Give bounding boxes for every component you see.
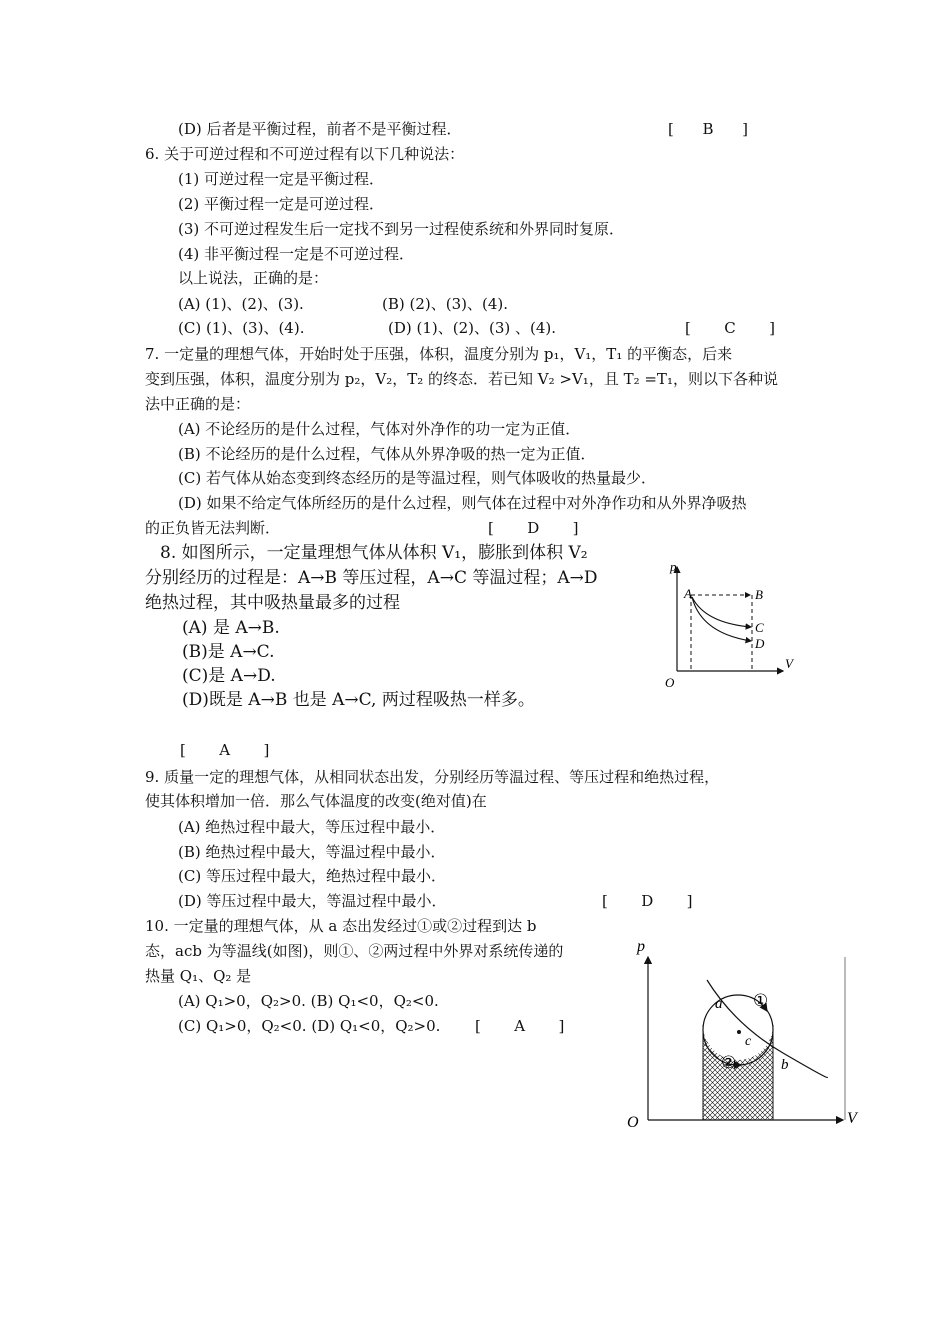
q8-option-a: (A) 是 A→B.	[182, 618, 280, 638]
q10-stem-line1: 10. 一定量的理想气体，从 a 态出发经过①或②过程到达 b	[145, 917, 537, 935]
q7-stem-line2: 变到压强，体积，温度分别为 p₂，V₂，T₂ 的终态．若已知 V₂ >V₁，且 T₂ =T₁，则以下各种说	[145, 370, 778, 388]
q8-option-c: (C)是 A→D.	[182, 666, 276, 686]
q8-label-c: C	[755, 620, 764, 635]
q9-answer: [ D ]	[602, 892, 693, 910]
q10-label-b: b	[781, 1057, 789, 1073]
q9-option-c: (C) 等压过程中最大，绝热过程中最小．	[178, 867, 446, 885]
q6-option-a: (A) (1)、(2)、(3).	[178, 295, 304, 313]
q8-label-v: V	[785, 656, 793, 671]
q9-option-a: (A) 绝热过程中最大，等压过程中最小．	[178, 818, 446, 836]
q10-label-process-1: ①	[753, 991, 769, 1011]
q8-label-d: D	[755, 636, 765, 651]
q7-option-c: (C) 若气体从始态变到终态经历的是等温过程，则气体吸收的热量最少．	[178, 469, 656, 487]
q7-option-d-line1: (D) 如果不给定气体所经历的是什么过程，则气体在过程中对外净作功和从外界净吸热	[178, 494, 747, 512]
q6-answer: [ C ]	[685, 319, 775, 337]
q6-option-b: (B) (2)、(3)、(4).	[382, 295, 509, 313]
q6-statement-2: (2) 平衡过程一定是可逆过程．	[178, 195, 385, 213]
q7-option-d-line2: 的正负皆无法判断．	[145, 519, 281, 537]
q10-label-c: c	[745, 1034, 752, 1049]
q6-stem: 6. 关于可逆过程和不可逆过程有以下几种说法：	[145, 145, 465, 163]
q6-statement-1: (1) 可逆过程一定是平衡过程．	[178, 170, 385, 188]
q10-options-cd: (C) Q₁>0，Q₂<0. (D) Q₁<0，Q₂>0.	[178, 1017, 441, 1035]
q10-pv-diagram	[615, 935, 870, 1135]
q8-stem-line1: 8. 如图所示，一定量理想气体从体积 V₁，膨胀到体积 V₂	[160, 543, 588, 563]
q8-label-o: O	[665, 675, 675, 690]
q9-stem-line1: 9. 质量一定的理想气体，从相同状态出发，分别经历等温过程、等压过程和绝热过程，	[145, 768, 720, 786]
q7-option-b: (B) 不论经历的是什么过程，气体从外界净吸的热一定为正值．	[178, 445, 596, 463]
q7-stem-line3: 法中正确的是：	[145, 395, 251, 413]
q10-label-p: p	[637, 938, 645, 955]
q6-statement-4: (4) 非平衡过程一定是不可逆过程．	[178, 245, 415, 263]
q9-option-d: (D) 等压过程中最大，等温过程中最小．	[178, 892, 447, 910]
q6-prompt: 以上说法，正确的是：	[178, 269, 329, 287]
q10-label-process-2: ②	[721, 1053, 737, 1073]
q8-answer: [ A ]	[180, 741, 270, 759]
q10-label-v: V	[847, 1110, 857, 1127]
q5-answer: [ B ]	[668, 120, 748, 138]
q6-option-c: (C) (1)、(3)、(4).	[178, 319, 305, 337]
q6-option-d: (D) (1)、(2)、(3) 、(4).	[388, 319, 557, 337]
q7-option-a: (A) 不论经历的是什么过程，气体对外净作的功一定为正值．	[178, 420, 581, 438]
q8-pv-diagram	[655, 555, 805, 695]
q8-label-a: A	[684, 586, 692, 601]
q8-isotherm-ac	[692, 597, 751, 627]
q8-option-b: (B)是 A→C.	[182, 642, 275, 662]
q9-stem-line2: 使其体积增加一倍．那么气体温度的改变(绝对值)在	[145, 792, 487, 810]
q8-label-p: p	[670, 559, 677, 574]
q8-adiabat-ad	[692, 597, 751, 641]
q10-label-o: O	[627, 1114, 639, 1131]
q8-stem-line2: 分别经历的过程是：A→B 等压过程，A→C 等温过程；A→D	[145, 568, 598, 588]
q8-option-d: (D)既是 A→B 也是 A→C, 两过程吸热一样多。	[182, 690, 535, 710]
q10-point-c	[737, 1030, 741, 1034]
q10-stem-line3: 热量 Q₁、Q₂ 是	[145, 967, 252, 985]
q8-stem-line3: 绝热过程，其中吸热量最多的过程	[145, 593, 400, 613]
q7-stem-line1: 7. 一定量的理想气体，开始时处于压强，体积，温度分别为 p₁，V₁，T₁ 的平衡态，后来	[145, 345, 733, 363]
q10-label-a: a	[715, 996, 723, 1012]
q9-option-b: (B) 绝热过程中最大，等温过程中最小．	[178, 843, 446, 861]
q7-answer: [ D ]	[488, 519, 579, 537]
q6-statement-3: (3) 不可逆过程发生后一定找不到另一过程使系统和外界同时复原．	[178, 220, 625, 238]
q10-options-ab: (A) Q₁>0，Q₂>0. (B) Q₁<0，Q₂<0.	[178, 992, 439, 1010]
q10-answer: [ A ]	[475, 1017, 565, 1035]
q8-label-b: B	[755, 587, 763, 602]
q5-option-d: (D) 后者是平衡过程，前者不是平衡过程．	[178, 120, 462, 138]
q10-stem-line2: 态，acb 为等温线(如图)，则①、②两过程中外界对系统传递的	[145, 942, 564, 960]
